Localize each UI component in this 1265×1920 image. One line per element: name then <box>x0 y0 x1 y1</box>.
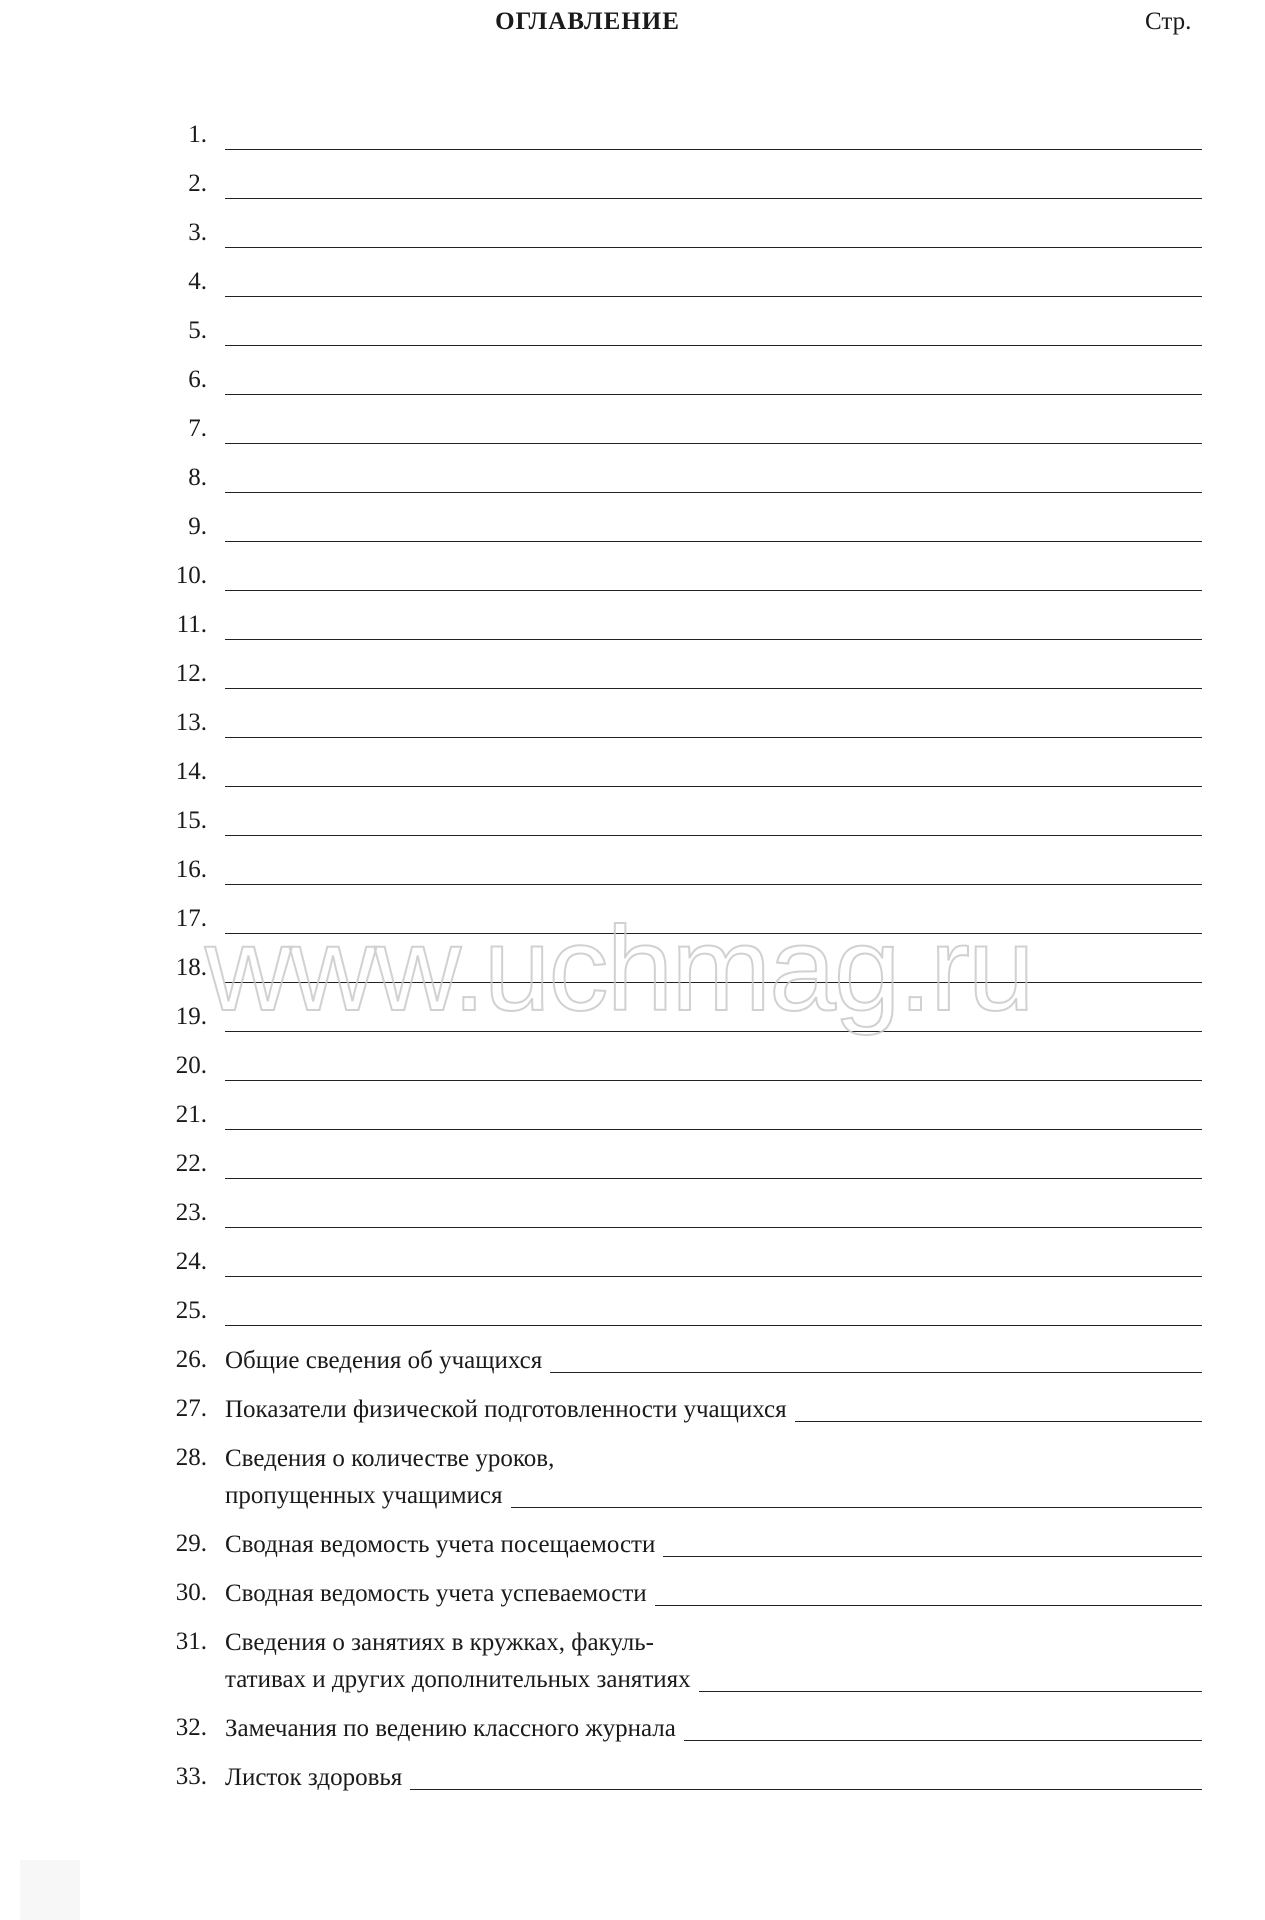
toc-entry-line <box>225 415 1202 445</box>
toc-entry-text: Сводная ведомость учета посещаемости <box>225 1531 656 1558</box>
blank-underline <box>225 1325 1202 1326</box>
toc-entry-text: Общие сведения об учащихся <box>225 1347 543 1374</box>
toc-item-number: 29. <box>175 1530 207 1557</box>
toc-entry-text: Замечания по ведению классного журнала <box>225 1715 676 1742</box>
toc-entry-line <box>225 268 1202 298</box>
blank-underline <box>225 835 1202 836</box>
toc-item-number: 30. <box>175 1579 207 1606</box>
toc-entry <box>225 1395 1202 1432</box>
toc-entry-line <box>225 1150 1202 1180</box>
toc-item-number: 33. <box>175 1763 207 1790</box>
toc-item-number: 1. <box>188 121 207 148</box>
toc-item-number: 6. <box>188 366 207 393</box>
fill-underline <box>663 1556 1202 1557</box>
toc-item-number: 2. <box>188 170 207 197</box>
blank-underline <box>225 541 1202 542</box>
toc-entry-line <box>225 1628 1202 1665</box>
blank-underline <box>225 1080 1202 1081</box>
blank-underline <box>225 345 1202 346</box>
toc-item-number: 24. <box>175 1248 207 1275</box>
fill-underline <box>511 1507 1202 1508</box>
toc-entry-line <box>225 1481 1202 1518</box>
toc-item-number: 4. <box>188 268 207 295</box>
toc-entry-text: пропущенных учащимися <box>225 1482 503 1509</box>
toc-entry <box>225 1714 1202 1751</box>
fill-underline <box>795 1421 1202 1422</box>
toc-entry-line <box>225 317 1202 347</box>
toc-entry-line <box>225 1101 1202 1131</box>
fill-underline <box>410 1789 1202 1790</box>
blank-underline <box>225 296 1202 297</box>
toc-item-number: 17. <box>175 905 207 932</box>
toc-entry <box>225 1628 1202 1702</box>
toc-entry-line <box>225 1199 1202 1229</box>
toc-entry-line <box>225 660 1202 690</box>
toc-entry-line <box>225 219 1202 249</box>
fill-underline <box>699 1691 1202 1692</box>
toc-entry-line <box>225 1763 1202 1800</box>
toc-item-number: 13. <box>175 709 207 736</box>
toc-item-number: 31. <box>175 1628 207 1655</box>
toc-entry <box>225 1579 1202 1616</box>
toc-entry-text: тативах и других дополнительных занятиях <box>225 1666 691 1693</box>
blank-underline <box>225 394 1202 395</box>
toc-entry-line <box>225 611 1202 641</box>
blank-underline <box>225 247 1202 248</box>
toc-item-number: 25. <box>175 1297 207 1324</box>
toc-entry-line <box>225 464 1202 494</box>
page-column-label: Стр. <box>1145 8 1192 35</box>
toc-item-number: 12. <box>175 660 207 687</box>
toc-item-number: 18. <box>175 954 207 981</box>
blank-underline <box>225 688 1202 689</box>
toc-item-number: 22. <box>175 1150 207 1177</box>
watermark: www.uchmag.ru <box>205 902 1033 1036</box>
blank-underline <box>225 443 1202 444</box>
toc-entry-line <box>225 1665 1202 1702</box>
toc-entry-line <box>225 562 1202 592</box>
toc-item-number: 21. <box>175 1101 207 1128</box>
toc-entry <box>225 1346 1202 1383</box>
toc-entry <box>225 1444 1202 1518</box>
blank-underline <box>225 786 1202 787</box>
toc-item-number: 10. <box>175 562 207 589</box>
toc-entry-line <box>225 758 1202 788</box>
toc-item-number: 15. <box>175 807 207 834</box>
blank-underline <box>225 639 1202 640</box>
toc-entry-line <box>225 709 1202 739</box>
toc-item-number: 3. <box>188 219 207 246</box>
toc-item-number: 20. <box>175 1052 207 1079</box>
blank-underline <box>225 149 1202 150</box>
toc-entry-line <box>225 807 1202 837</box>
toc-entry-line <box>225 1052 1202 1082</box>
fill-underline <box>684 1740 1202 1741</box>
toc-entry-line <box>225 1444 1202 1481</box>
toc-item-number: 16. <box>175 856 207 883</box>
blank-underline <box>225 1129 1202 1130</box>
toc-entry-line <box>225 1248 1202 1278</box>
toc-item-number: 14. <box>175 758 207 785</box>
toc-entry-text: Сводная ведомость учета успеваемости <box>225 1580 647 1607</box>
toc-item-number: 9. <box>188 513 207 540</box>
toc-entry-line <box>225 1579 1202 1616</box>
toc-entry-line <box>225 1297 1202 1327</box>
corner-mark <box>20 1860 80 1920</box>
toc-item-number: 5. <box>188 317 207 344</box>
toc-entry-line <box>225 170 1202 200</box>
toc-entry-text: Сведения о количестве уроков, <box>225 1445 555 1472</box>
fill-underline <box>655 1605 1202 1606</box>
blank-underline <box>225 1227 1202 1228</box>
blank-underline <box>225 198 1202 199</box>
blank-underline <box>225 1178 1202 1179</box>
toc-item-number: 32. <box>175 1714 207 1741</box>
toc-entry-line <box>225 1530 1202 1567</box>
page-title: ОГЛАВЛЕНИЕ <box>495 8 680 35</box>
toc-entry-line <box>225 513 1202 543</box>
toc-entry-line <box>225 1714 1202 1751</box>
toc-item-number: 19. <box>175 1003 207 1030</box>
toc-item-number: 23. <box>175 1199 207 1226</box>
blank-underline <box>225 1276 1202 1277</box>
toc-item-number: 28. <box>175 1444 207 1471</box>
fill-underline <box>550 1372 1202 1373</box>
blank-underline <box>225 590 1202 591</box>
toc-entry-line <box>225 1346 1202 1383</box>
toc-item-number: 26. <box>175 1346 207 1373</box>
toc-entry-text: Листок здоровья <box>225 1764 403 1791</box>
toc-entry-text: Сведения о занятиях в кружках, факуль- <box>225 1629 654 1656</box>
toc-item-number: 8. <box>188 464 207 491</box>
toc-item-number: 27. <box>175 1395 207 1422</box>
toc-entry-line <box>225 1395 1202 1432</box>
toc-entry-line <box>225 121 1202 151</box>
toc-item-number: 7. <box>188 415 207 442</box>
blank-underline <box>225 884 1202 885</box>
blank-underline <box>225 492 1202 493</box>
toc-entry-line <box>225 856 1202 886</box>
toc-entry <box>225 1530 1202 1567</box>
toc-entry-text: Показатели физической подготовленности учащихся <box>225 1396 787 1423</box>
toc-entry <box>225 1763 1202 1800</box>
toc-item-number: 11. <box>176 611 207 638</box>
toc-entry-line <box>225 366 1202 396</box>
blank-underline <box>225 737 1202 738</box>
